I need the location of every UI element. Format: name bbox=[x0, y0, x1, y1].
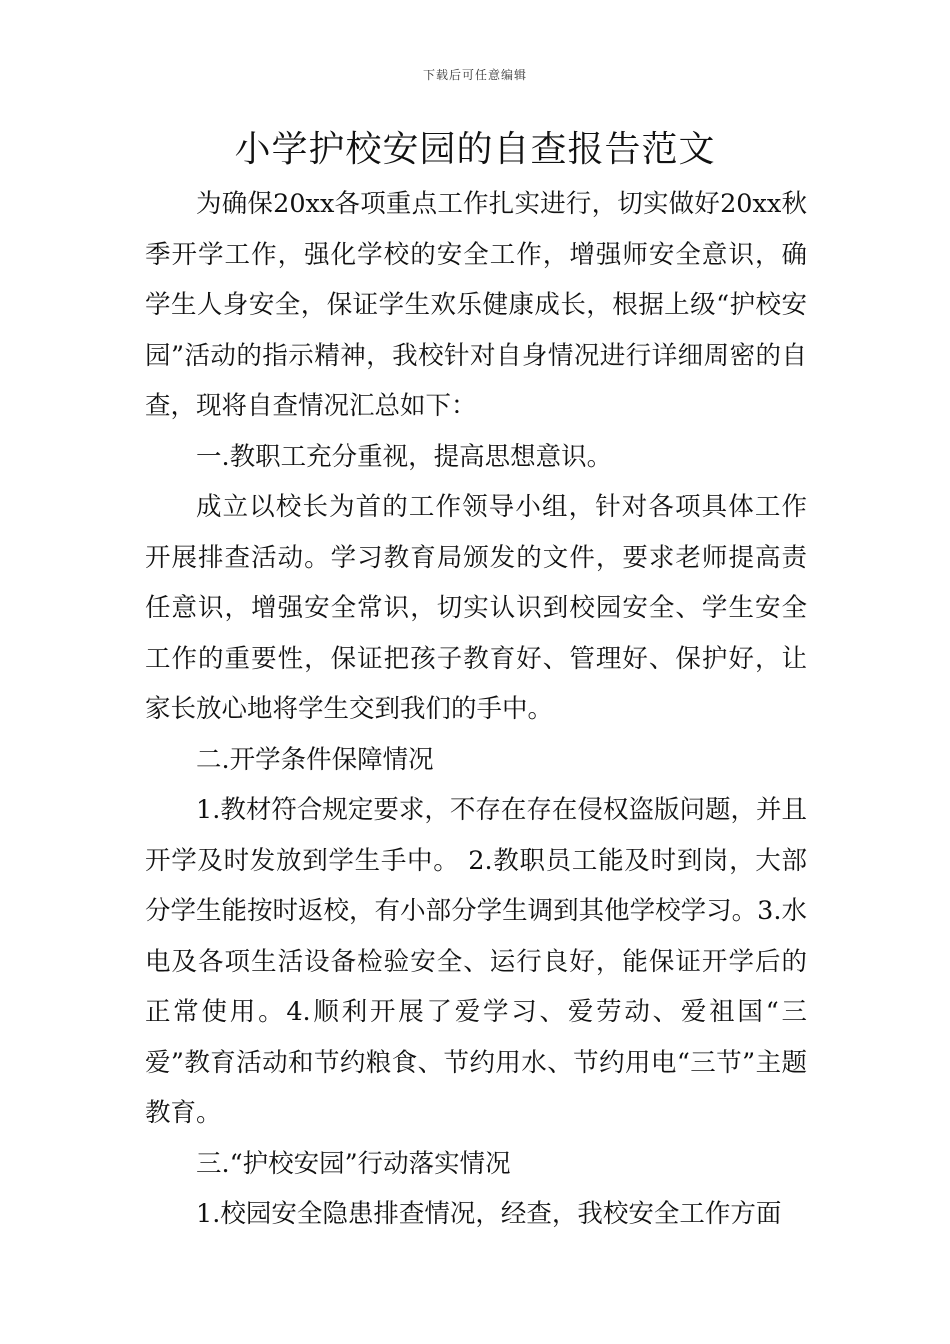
section-2-paragraph: 1.教材符合规定要求，不存在存在侵权盗版问题，并且开学及时发放到学生手中。 2.教职员工能及时到岗，大部分学生能按时返校，有小部分学生调到其他学校学习。3.水电及各项生活设备检验安全、运行良好，能保证开学后的正常使用。4.顺利开展了爱学习、爱劳动、爱祖国“三爱”教育活动和节约粮食、节约用水、节约用电“三节”主题教育。 bbox=[145, 795, 807, 1128]
section-heading-1: 一.教职工充分重视，提高思想意识。 bbox=[196, 441, 613, 472]
section-heading-2: 二.开学条件保障情况 bbox=[196, 744, 434, 775]
document-title: 小学护校安园的自查报告范文 bbox=[234, 129, 716, 170]
header-note: 下载后可任意编辑 bbox=[422, 68, 527, 82]
intro-paragraph: 为确保20xx各项重点工作扎实进行，切实做好20xx秋季开学工作，强化学校的安全工作，增强师安全意识，确学生人身安全，保证学生欢乐健康成长，根据上级“护校安园”活动的指示精神，我校针对自身情况进行详细周密的自查，现将自查情况汇总如下： bbox=[145, 189, 807, 421]
section-heading-3: 三.“护校安园”行动落实情况 bbox=[196, 1148, 511, 1179]
section-1-paragraph: 成立以校长为首的工作领导小组，针对各项具体工作开展排查活动。学习教育局颁发的文件，要求老师提高责任意识，增强安全常识，切实认识到校园安全、学生安全工作的重要性，保证把孩子教育好、管理好、保护好，让家长放心地将学生交到我们的手中。 bbox=[145, 492, 807, 724]
document-body bbox=[145, 179, 807, 1240]
section-3-paragraph: 1.校园安全隐患排查情况，经查，我校安全工作方面 bbox=[196, 1199, 782, 1229]
